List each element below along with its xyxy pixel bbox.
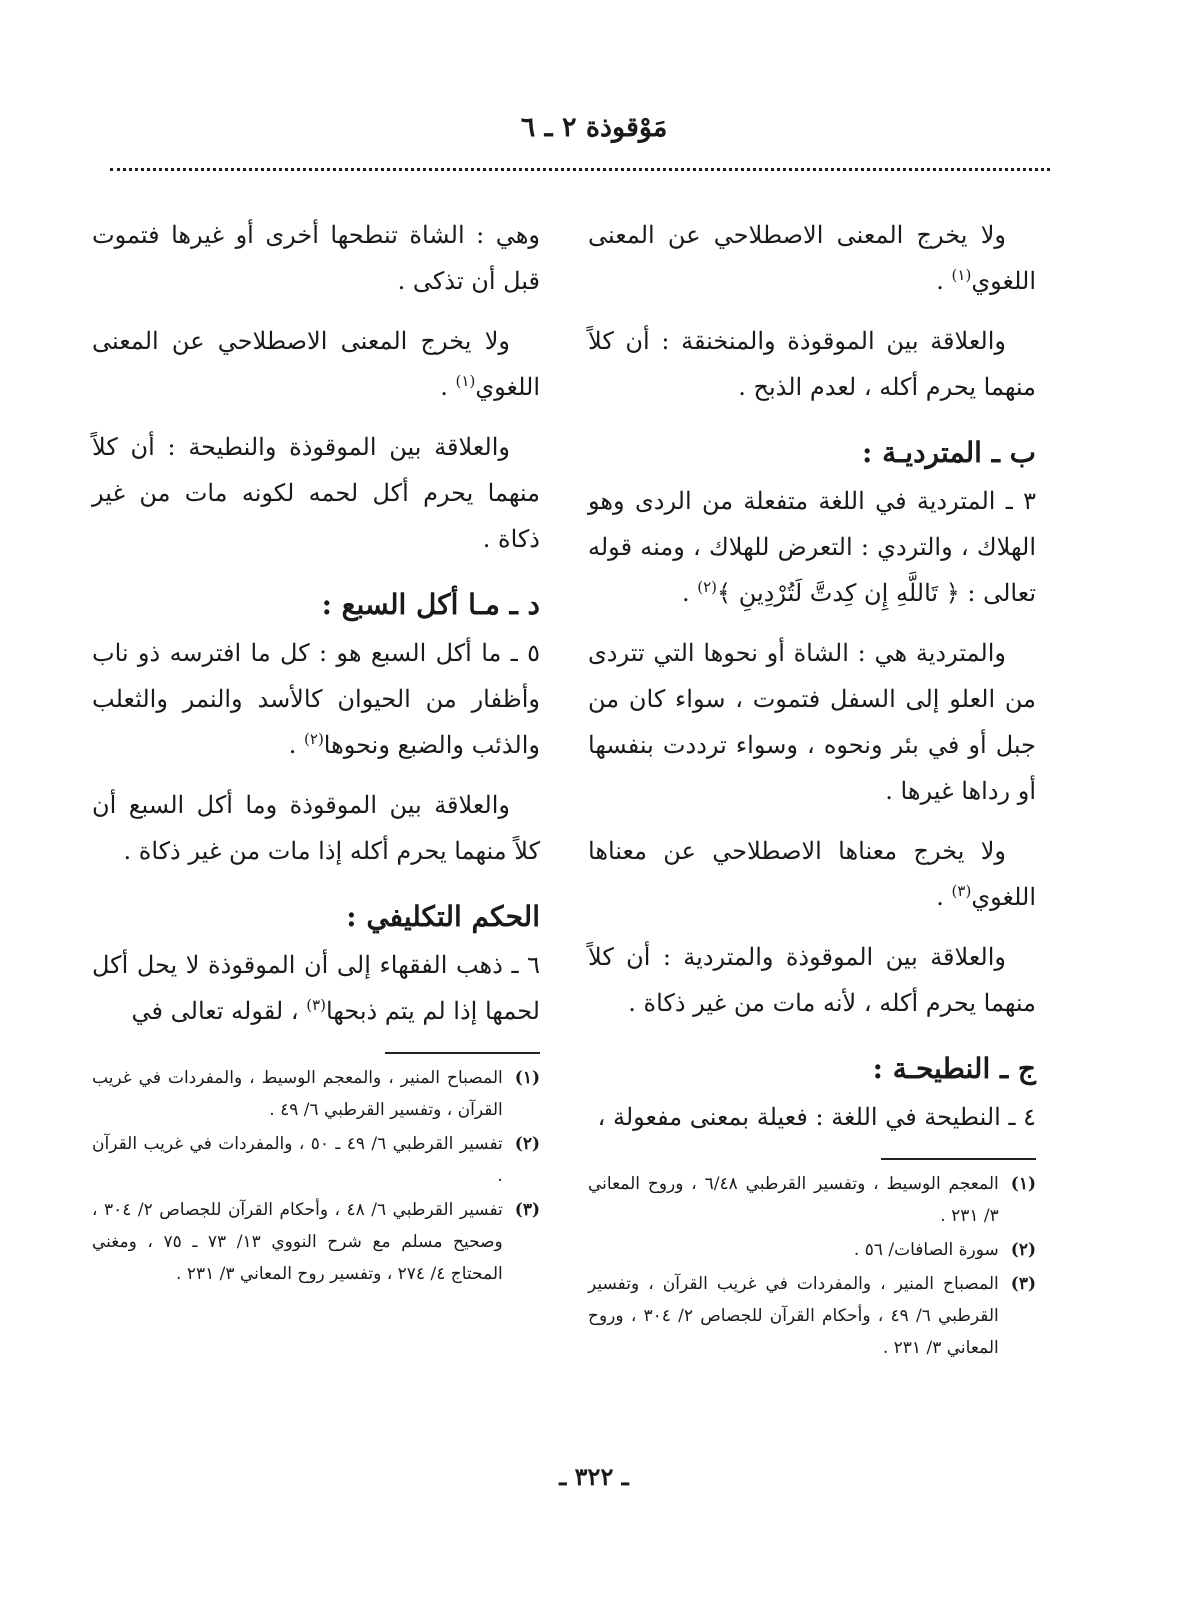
paragraph-text: . [681, 579, 698, 607]
footnote-text: المعجم الوسيط ، وتفسير القرطبي ٦/٤٨ ، وروح المعاني ٣/ ٢٣١ . [588, 1174, 999, 1226]
footnote-separator [881, 1158, 1036, 1160]
footnote [92, 1194, 540, 1290]
footnote-text: سورة الصافات/ ٥٦ . [853, 1240, 999, 1260]
paragraph-text: ولا يخرج معناها الاصطلاحي عن معناها اللغوي [588, 837, 1036, 911]
footnote [588, 1268, 1036, 1364]
footnote-number: (١) [514, 1068, 540, 1088]
paragraph [92, 318, 540, 410]
paragraph-text: . [936, 883, 952, 911]
paragraph-text: ٥ ـ ما أكل السبع هو : كل ما افترسه ذو ناب وأظفار من الحيوان كالأسد والنمر والثعلب والذئب والضبع ونحوها [92, 639, 540, 759]
footnote-text: تفسير القرطبي ٦/ ٤٩ ـ ٥٠ ، والمفردات في غريب القرآن . [92, 1134, 503, 1186]
paragraph-text: ، لقوله تعالى في [131, 997, 307, 1025]
footnote-number: (٣) [1010, 1274, 1036, 1294]
footnote [588, 1234, 1036, 1266]
footnote-text: المصباح المنير ، والمفردات في غريب القرآن ، وتفسير القرطبي ٦/ ٤٩ ، وأحكام القرآن للجصاص ٢/ ٣٠٤ ، وروح المعاني ٣/ ٢٣١ . [588, 1274, 999, 1358]
paragraph: ٤ ـ النطيحة في اللغة : فعيلة بمعنى مفعولة ، [597, 1103, 1036, 1131]
section-heading: الحكم التكليفي : [346, 900, 540, 933]
footnote-text: تفسير القرطبي ٦/ ٤٨ ، وأحكام القرآن للجصاص ٢/ ٣٠٤ ، وصحيح مسلم مع شرح النووي ١٣/ ٧٣ ـ ٧٥ ، ومغني المحتاج ٤/ ٢٧٤ ، وتفسير روح المعاني ٣/ ٢٣١ . [92, 1200, 503, 1284]
paragraph: والعلاقة بين الموقوذة والمنخنقة : أن كلاً منهما يحرم أكله ، لعدم الذبح . [588, 327, 1036, 401]
paragraph: والعلاقة بين الموقوذة وما أكل السبع أن كلاً منهما يحرم أكله إذا مات من غير ذكاة . [92, 791, 540, 865]
footnote-ref[interactable]: (٣) [306, 996, 326, 1014]
paragraph-text: . [440, 373, 456, 401]
paragraph-text: . [936, 267, 952, 295]
footnote-ref[interactable]: (١) [951, 266, 972, 284]
paragraph: والمتردية هي : الشاة أو نحوها التي تتردى من العلو إلى السفل فتموت ، سواء كان من جبل أو في بئر ونحوه ، وسواء ترددت بنفسها أو رداها غيرها . [588, 639, 1036, 805]
footnote [588, 1168, 1036, 1232]
paragraph [588, 478, 1036, 616]
paragraph [588, 212, 1036, 304]
footnote-ref[interactable]: (٣) [951, 882, 972, 900]
footnote-separator [385, 1052, 540, 1054]
running-header: مَوْقوذة ٢ ـ ٦ [520, 112, 668, 143]
page-number: ـ ٣٢٢ ـ [559, 1462, 629, 1491]
right-column [588, 212, 1036, 1366]
section-heading: ج ـ النطيحـة : [872, 1052, 1036, 1085]
footnote-number: (٢) [1010, 1240, 1036, 1260]
paragraph-text: ولا يخرج المعنى الاصطلاحي عن المعنى اللغوي [92, 327, 540, 401]
paragraph [92, 942, 540, 1034]
paragraph: وهي : الشاة تنطحها أخرى أو غيرها فتموت قبل أن تذكى . [92, 221, 540, 295]
section-heading: د ـ مـا أكل السبع : [321, 588, 540, 621]
footnote-number: (٢) [514, 1134, 540, 1154]
paragraph-text: ولا يخرج المعنى الاصطلاحي عن المعنى اللغوي [588, 221, 1036, 295]
paragraph-text: ٦ ـ ذهب الفقهاء إلى أن الموقوذة لا يحل أكل لحمها إذا لم يتم ذبحها [92, 951, 540, 1025]
paragraph [588, 828, 1036, 920]
paragraph [92, 630, 540, 768]
footnote-number: (٣) [514, 1200, 540, 1220]
footnote-ref[interactable]: (٢) [697, 578, 718, 596]
footnote-text: المصباح المنير ، والمعجم الوسيط ، والمفردات في غريب القرآن ، وتفسير القرطبي ٦/ ٤٩ . [92, 1068, 503, 1120]
footnote-ref[interactable]: (٢) [304, 730, 324, 748]
paragraph: والعلاقة بين الموقوذة والنطيحة : أن كلاً منهما يحرم أكل لحمه لكونه مات من غير ذكاة . [92, 433, 540, 553]
header-dotted-rule [110, 168, 1050, 171]
paragraph: والعلاقة بين الموقوذة والمتردية : أن كلاً منهما يحرم أكله ، لأنه مات من غير ذكاة . [588, 943, 1036, 1017]
left-column [92, 212, 540, 1292]
section-heading: ب ـ المترديـة : [861, 436, 1036, 469]
paragraph-text: . [288, 731, 305, 759]
footnote [92, 1128, 540, 1192]
footnote-number: (١) [1010, 1174, 1036, 1194]
paragraph-text: ٣ ـ المتردية في اللغة متفعلة من الردى وهو الهلاك ، والتردي : التعرض للهلاك ، ومنه قوله تعالى : ﴿ تَاللَّهِ إِن كِدتَّ لَتُرْدِينِ ﴾ [588, 487, 1036, 607]
footnote [92, 1062, 540, 1126]
footnote-ref[interactable]: (١) [455, 372, 476, 390]
